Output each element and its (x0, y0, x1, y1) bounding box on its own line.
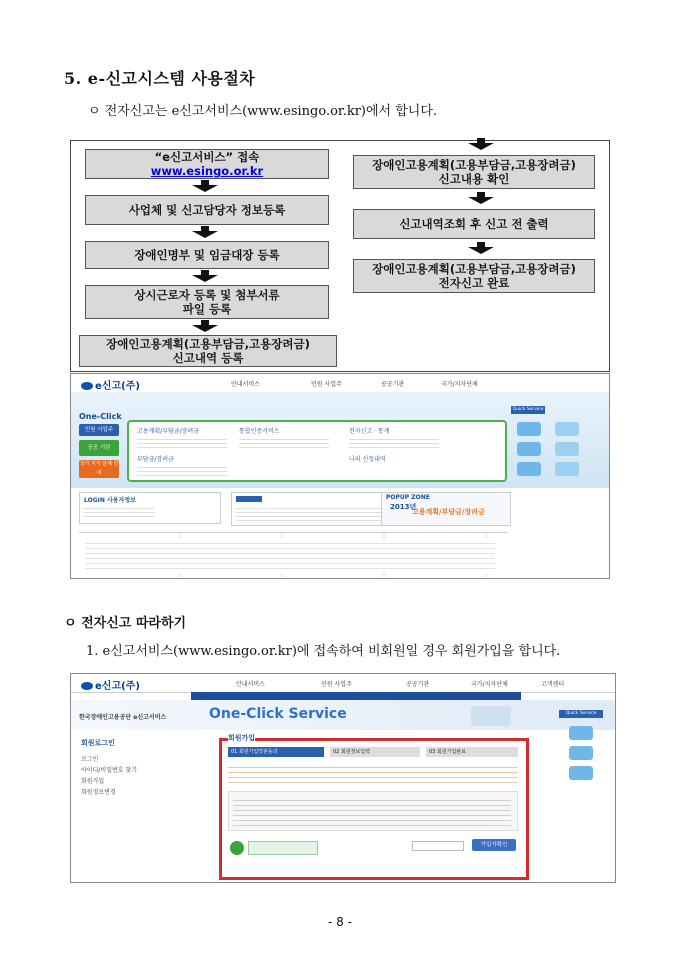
step-tab-2: 02 회원정보입력 (330, 747, 420, 757)
identity-box (248, 841, 318, 855)
popup-text: 고용계획/부담금/장려금 (412, 508, 485, 516)
nav-item[interactable]: 국가/지자단체 (441, 381, 478, 388)
nav-item[interactable]: 민원 사업주 (321, 681, 352, 688)
down-arrow-icon (192, 231, 218, 238)
popup-zone-title: POPUP ZONE (386, 494, 430, 501)
intro-text: ㅇ 전자신고는 e신고서비스(www.esingo.or.kr)에서 합니다. (88, 104, 438, 119)
nav-item[interactable]: 공공기관 (406, 681, 430, 688)
down-arrow-icon (192, 275, 218, 282)
step-tab-1: 01 회원가입약관동의 (228, 747, 324, 757)
footer-links (79, 532, 507, 577)
footer-link-lines[interactable] (85, 539, 495, 573)
down-arrow-icon (192, 185, 218, 192)
sub-nav-bar[interactable] (191, 692, 521, 700)
esingo-main-screenshot (70, 373, 610, 579)
quick-icon[interactable] (569, 766, 593, 780)
notice-tab[interactable] (236, 496, 262, 502)
flow-step-label: 신고내역 등록 (172, 351, 244, 365)
flow-step-label: 전자신고 완료 (438, 276, 510, 290)
flow-step-label: 사업체 및 신고담당자 정보등록 (128, 203, 286, 217)
nav-item[interactable]: 고객센터 (541, 681, 565, 688)
sidebar (77, 734, 215, 874)
hero-area (71, 392, 610, 488)
flow-step-workers (85, 285, 329, 319)
login-title: LOGIN 사용자정보 (84, 497, 136, 504)
sidebar-item-find[interactable]: 아이디/비밀번호 찾기 (81, 767, 138, 774)
logo-icon (81, 382, 93, 390)
flow-step-register (85, 195, 329, 225)
flow-step-label: 신고내역조회 후 신고 전 출력 (399, 217, 549, 231)
logo-icon (81, 682, 93, 690)
quick-service-tab[interactable]: Quick Service (559, 710, 603, 718)
site-header (71, 674, 615, 693)
quick-icon[interactable] (555, 462, 579, 476)
flow-step-plan (79, 335, 337, 367)
monitor-icon (471, 706, 511, 726)
banner-kr: 한국장애인고용공단 e신고서비스 (79, 714, 167, 721)
down-arrow-icon (192, 325, 218, 332)
down-arrow-icon (468, 197, 494, 204)
panel-label[interactable]: 부담금/장려금 (137, 456, 174, 463)
flow-step-label: 신고내용 확인 (438, 172, 510, 186)
panel-list-lines (349, 436, 439, 448)
info-icon (230, 841, 244, 855)
flow-step-label: 파일 등록 (182, 302, 232, 316)
signup-form-panel (219, 734, 529, 880)
flow-step-label: 장애인명부 및 임금대장 등록 (134, 248, 280, 262)
nav-item[interactable]: 안내서비스 (236, 681, 265, 688)
popup-year: 2013년 (390, 503, 417, 511)
terms-box[interactable] (228, 791, 518, 831)
nav-item[interactable]: 안내서비스 (231, 381, 260, 388)
flow-step-connect (85, 149, 329, 179)
step-tab-3: 03 회원가입완료 (426, 747, 518, 757)
site-logo[interactable]: e신고(주) (81, 677, 140, 692)
page-number: - 8 - (328, 915, 352, 929)
business-number-input[interactable] (412, 841, 464, 851)
sidebar-title: 회원로그인 (81, 739, 115, 747)
quick-icon[interactable] (555, 422, 579, 436)
panel-list-lines (239, 436, 329, 448)
flow-diagram (70, 140, 610, 372)
terms-text (228, 763, 518, 785)
nav-item[interactable]: 공공기관 (381, 381, 405, 388)
one-click-panel (127, 420, 507, 482)
panel-list-lines (137, 436, 227, 448)
panel-label[interactable]: 나의 신청내역 (349, 456, 386, 463)
menu-public-button[interactable]: 공공 기관 (79, 440, 119, 456)
quick-icon[interactable] (517, 422, 541, 436)
banner-en: One-Click Service (209, 706, 347, 722)
quick-icon[interactable] (517, 462, 541, 476)
login-lines (84, 505, 154, 517)
panel-label[interactable]: 전자신고 · 통계 (349, 428, 390, 435)
flow-step-print (353, 209, 595, 239)
terms-lines (233, 796, 511, 826)
esingo-signup-screenshot (70, 673, 616, 883)
menu-gov-button[interactable]: 국가 지자 단체 안내 (79, 461, 119, 476)
quick-service-tab[interactable]: Quick Service (512, 407, 544, 412)
section-title: 5. e-신고시스템 사용절차 (64, 69, 256, 88)
quick-icon[interactable] (569, 746, 593, 760)
flow-step-check (353, 155, 595, 189)
flow-step-label: 장애인고용계획(고용부담금,고용장려금) (372, 158, 576, 172)
down-arrow-icon (468, 247, 494, 254)
flow-step-link[interactable]: www.esingo.or.kr (150, 164, 264, 178)
confirm-member-button[interactable]: 가입자확인 (472, 839, 516, 851)
nav-item[interactable]: 민원 사업주 (311, 381, 342, 388)
flow-step-label: 장애인고용계획(고용부담금,고용장려금) (372, 262, 576, 276)
flow-step-roster (85, 241, 329, 269)
nav-item[interactable]: 국가/지자단체 (471, 681, 508, 688)
down-arrow-icon (468, 143, 494, 150)
panel-list-lines (137, 464, 227, 476)
section-follow-along: ㅇ 전자신고 따라하기 (64, 616, 187, 631)
sidebar-item-signup[interactable]: 회원가입 (81, 778, 105, 785)
popup-zone[interactable] (381, 492, 511, 526)
flow-step-complete (353, 259, 595, 293)
quick-icon[interactable] (569, 726, 593, 740)
flow-step-label: 장애인고용계획(고용부담금,고용장려금) (106, 337, 310, 351)
panel-label[interactable]: 고용계획/부담금/장려금 (137, 428, 200, 435)
form-title: 회원가입 (228, 734, 256, 742)
panel-label[interactable]: 통합인증서비스 (239, 428, 280, 435)
login-box (79, 492, 221, 524)
flow-step-label: “e신고서비스” 접속 (154, 150, 260, 164)
quick-icon[interactable] (555, 442, 579, 456)
one-click-label: One-Click (79, 412, 122, 421)
banner (71, 700, 616, 730)
sidebar-item-login[interactable]: 로그인 (81, 756, 99, 763)
flow-step-label: 상시근로자 등록 및 첨부서류 (134, 288, 280, 302)
step-1-text: 1. e신고서비스(www.esingo.or.kr)에 접속하여 비회원일 경우 회원가입을 합니다. (86, 644, 561, 659)
sidebar-item-edit[interactable]: 회원정보변경 (81, 789, 116, 796)
site-header (71, 374, 609, 393)
site-logo[interactable]: e신고(주) (81, 377, 140, 392)
quick-icon[interactable] (517, 442, 541, 456)
menu-employer-button[interactable]: 민원 사업주 (79, 424, 119, 436)
